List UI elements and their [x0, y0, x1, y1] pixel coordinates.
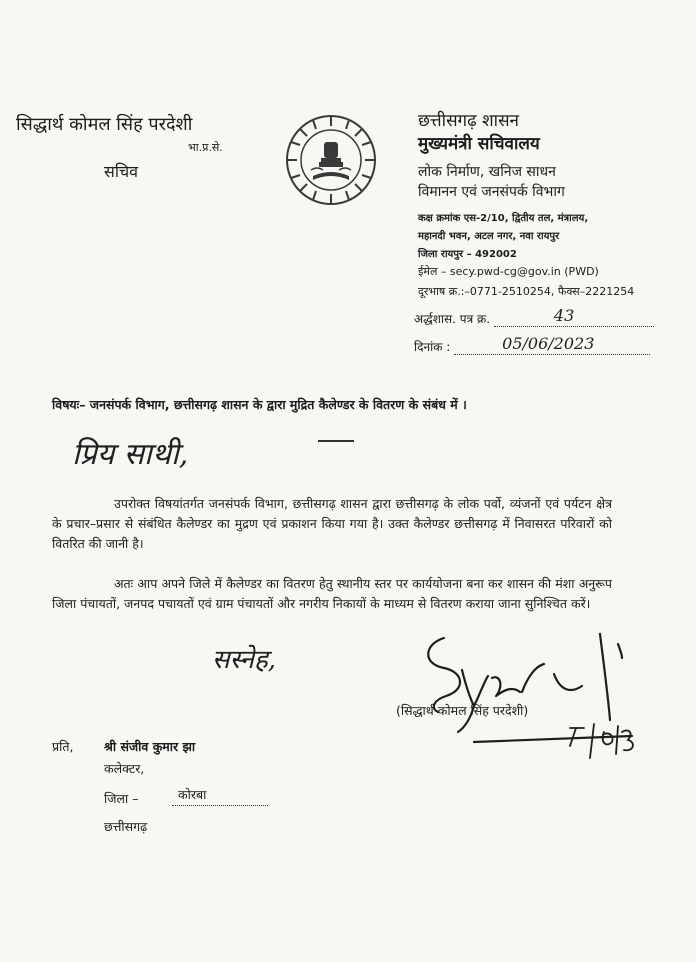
date-field	[454, 334, 650, 355]
address-line2: महानदी भवन, अटल नगर, नवा रायपुर	[418, 231, 560, 242]
district-value: कोरबा	[172, 786, 268, 806]
letter-number-field	[494, 306, 654, 327]
sender-service: भा.प्र.से.	[188, 141, 223, 154]
date-row	[414, 334, 650, 355]
divider	[318, 440, 354, 442]
body-paragraph-1: उपरोक्त विषयांतर्गत जनसंपर्क विभाग, छत्तीसगढ़ शासन द्वारा छत्तीसगढ़ के लोक पर्वो, व्यंजनों एवं पर्यटन क्षेत्र के प्रचार–प्रसार से संबंधित कैलेण्डर का मुद्रण एवं प्रकाशन किया गया है। उक्त कैलेण्डर छत्तीसगढ़ में निवासरत परिवारों को वितरित की जानी है।	[52, 496, 612, 551]
date-label: दिनांक :	[414, 340, 451, 354]
chhattisgarh-state-emblem-icon	[283, 112, 379, 208]
subject-line: विषयः– जनसंपर्क विभाग, छत्तीसगढ़ शासन के द्वारा मुद्रित कैलेण्डर के वितरण के संबंध में ।	[52, 397, 467, 412]
department-line1: लोक निर्माण, खनिज साधन	[418, 164, 556, 180]
sender-designation: सचिव	[104, 162, 139, 181]
letter-number-label: अर्द्धशास. पत्र क्र.	[414, 312, 491, 326]
sender-name: सिद्धार्थ कोमल सिंह परदेशी	[16, 114, 193, 135]
organization-line1: छत्तीसगढ़ शासन	[418, 111, 519, 131]
closing: सस्नेह,	[212, 645, 277, 675]
signer-name: (सिद्धार्थ कोमल सिंह परदेशी)	[396, 703, 529, 718]
district-label: जिला –	[104, 791, 139, 806]
salutation: प्रिय साथी,	[72, 437, 189, 472]
letter-number-row	[414, 306, 654, 327]
department-line2: विमानन एवं जनसंपर्क विभाग	[418, 184, 565, 200]
phone-line: दूरभाष क्र.:–0771-2510254, फैक्स–2221254	[418, 285, 635, 298]
recipient-title: कलेक्टर,	[104, 761, 145, 776]
letter-number-value: 43	[553, 306, 575, 325]
recipient-state: छत्तीसगढ़	[104, 819, 148, 834]
email-line: ईमेल – secy.pwd-cg@gov.in (PWD)	[418, 265, 599, 278]
organization-line2: मुख्यमंत्री सचिवालय	[418, 134, 540, 154]
address-line1: कक्ष क्रमांक एस-2/10, द्वितीय तल, मंत्रालय,	[418, 213, 589, 224]
recipient-name: श्री संजीव कुमार झा	[104, 739, 196, 754]
body-paragraph-2: अतः आप अपने जिले में कैलेण्डर का वितरण हेतु स्थानीय स्तर पर कार्ययोजना बना कर शासन की मंशा अनुरूप जिला पंचायतों, जनपद पचायतों एवं ग्राम पंचायतों और नगरीय निकायों के माध्यम से वितरण कराया जाना सुनिश्चित करें।	[52, 576, 612, 611]
date-value: 05/06/2023	[502, 334, 595, 353]
address-line3: जिला रायपुर – 492002	[418, 249, 517, 260]
handwritten-signature	[404, 616, 644, 766]
to-label: प्रति,	[52, 739, 74, 754]
